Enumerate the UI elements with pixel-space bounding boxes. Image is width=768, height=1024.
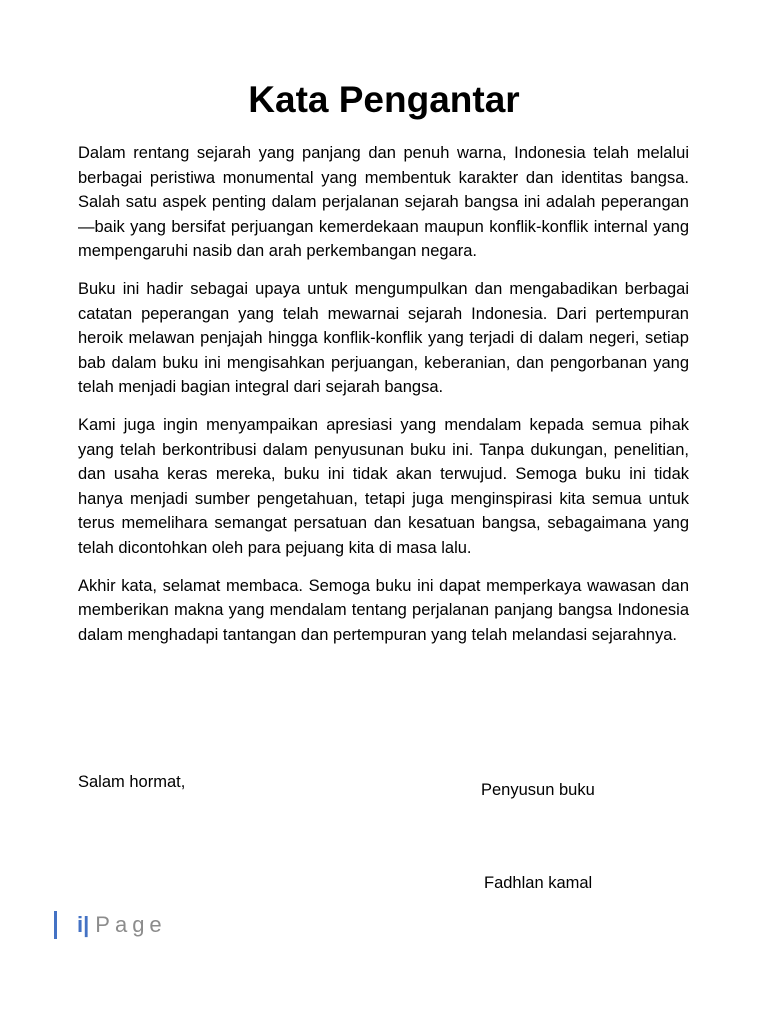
closing-salutation: Salam hormat,: [78, 773, 186, 791]
author-role: Penyusun buku: [481, 781, 595, 799]
footer-separator: |: [83, 912, 90, 937]
paragraph-1: Dalam rentang sejarah yang panjang dan penuh warna, Indonesia telah melalui berbagai peristiwa monumental yang membentuk karakter dan identitas bangsa. Salah satu aspek penting dalam perjalanan sejarah bangsa ini adalah peperangan—baik yang bersifat perjuangan kemerdekaan maupun konflik-konflik internal yang mempengaruhi nasib dan arah perkembangan negara.: [78, 144, 689, 261]
paragraph-3: Kami juga ingin menyampaikan apresiasi yang mendalam kepada semua pihak yang telah berkontribusi dalam penyusunan buku ini. Tanpa dukungan, penelitian, dan usaha keras mereka, buku ini tidak akan terwujud. Semoga buku ini tidak hanya menjadi sumber pengetahuan, tetapi juga menginspirasi kita semua untuk terus memelihara semangat persatuan dan kesatuan bangsa, sebagaimana yang telah dicontohkan oleh para pejuang kita di masa lalu.: [78, 415, 689, 557]
page-label: Page: [95, 912, 167, 937]
page-number: i: [77, 912, 84, 937]
paragraph-4: Akhir kata, selamat membaca. Semoga buku ini dapat memperkaya wawasan dan memberikan makna yang mendalam tentang perjalanan panjang bangsa Indonesia dalam menghadapi tantangan dan pertempuran yang telah melandasi sejarahnya.: [78, 576, 689, 644]
author-name: Fadhlan kamal: [484, 874, 593, 892]
page-footer: [54, 910, 167, 940]
paragraph-2: Buku ini hadir sebagai upaya untuk mengumpulkan dan mengabadikan berbagai catatan peperangan yang telah mewarnai sejarah Indonesia. Dari pertempuran heroik melawan penjajah hingga konflik-konflik yang terjadi di dalam negeri, setiap bab dalam buku ini mengisahkan perjuangan, keberanian, dan pengorbanan yang telah menjadi bagian integral dari sejarah bangsa.: [78, 279, 689, 397]
page-title: Kata Pengantar: [248, 79, 520, 120]
document-body: [78, 141, 689, 660]
footer-divider: [54, 911, 57, 939]
